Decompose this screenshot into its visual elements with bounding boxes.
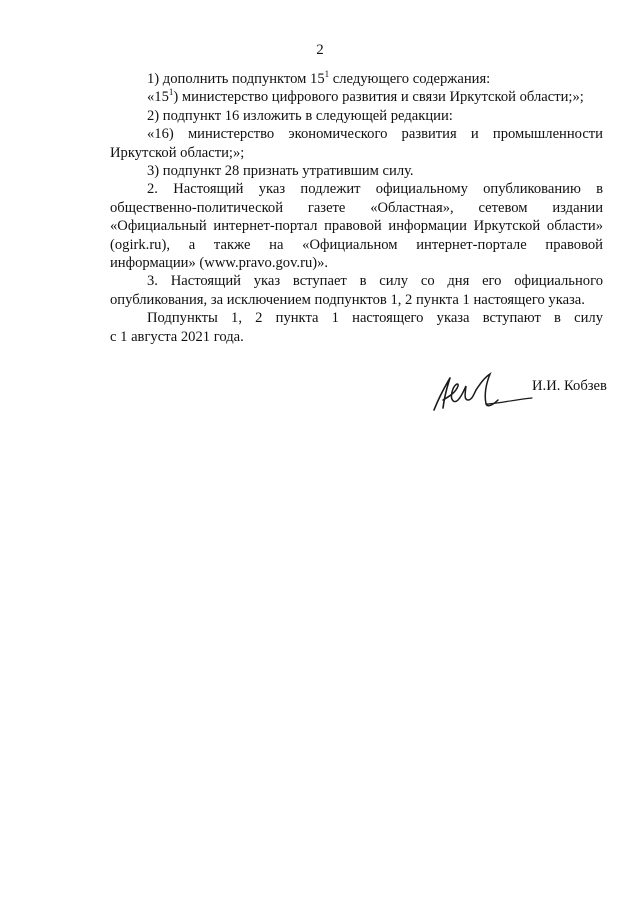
signer-name: И.И. Кобзев <box>532 378 607 394</box>
handwritten-signature <box>428 370 538 420</box>
item-3-line: 3) подпункт 28 признать утратившим силу. <box>147 163 414 180</box>
item-1-text: 1) дополнить подпунктом 15 <box>147 71 325 87</box>
paragraph-2-line-3: «Официальный интернет-портал правовой информации Иркутской области» <box>110 218 603 235</box>
paragraph-2-line-2: общественно-политической газете «Областная», сетевом издании <box>110 199 603 216</box>
paragraph-4-line-2: с 1 августа 2021 года. <box>110 328 244 345</box>
item-2-line: 2) подпункт 16 изложить в следующей редакции: <box>147 107 453 124</box>
document-body <box>110 70 603 346</box>
page-number: 2 <box>316 42 324 58</box>
item-1-superscript: 1 <box>324 69 330 80</box>
quote-15-open: «15 <box>147 89 169 106</box>
paragraph-4-line-1: Подпункты 1, 2 пункта 1 настоящего указа вступают в силу <box>147 310 603 327</box>
quote-15-tail: ) министерство цифрового развития и связи Иркутской области;»; <box>173 89 584 106</box>
quote-16-line-1: «16) министерство экономического развития и промышленности <box>147 126 603 143</box>
signature-block <box>428 370 608 420</box>
paragraph-2-line-4: (ogirk.ru), а также на «Официальном интернет-портале правовой <box>110 236 603 253</box>
quote-16-line-2: Иркутской области;»; <box>110 144 245 161</box>
paragraph-2-line-5: информации» (www.pravo.gov.ru)». <box>110 255 329 272</box>
paragraph-2-line-1: 2. Настоящий указ подлежит официальному опубликованию в <box>147 181 603 198</box>
item-1-line <box>110 70 603 88</box>
paragraph-3-line-2: опубликования, за исключением подпунктов 1, 2 пункта 1 настоящего указа. <box>110 291 585 308</box>
item-1-tail: следующего содержания: <box>329 71 491 87</box>
paragraph-3-line-1: 3. Настоящий указ вступает в силу со дня его официального <box>147 273 603 290</box>
quote-15-line <box>110 88 603 106</box>
quote-15-superscript: 1 <box>168 87 174 98</box>
